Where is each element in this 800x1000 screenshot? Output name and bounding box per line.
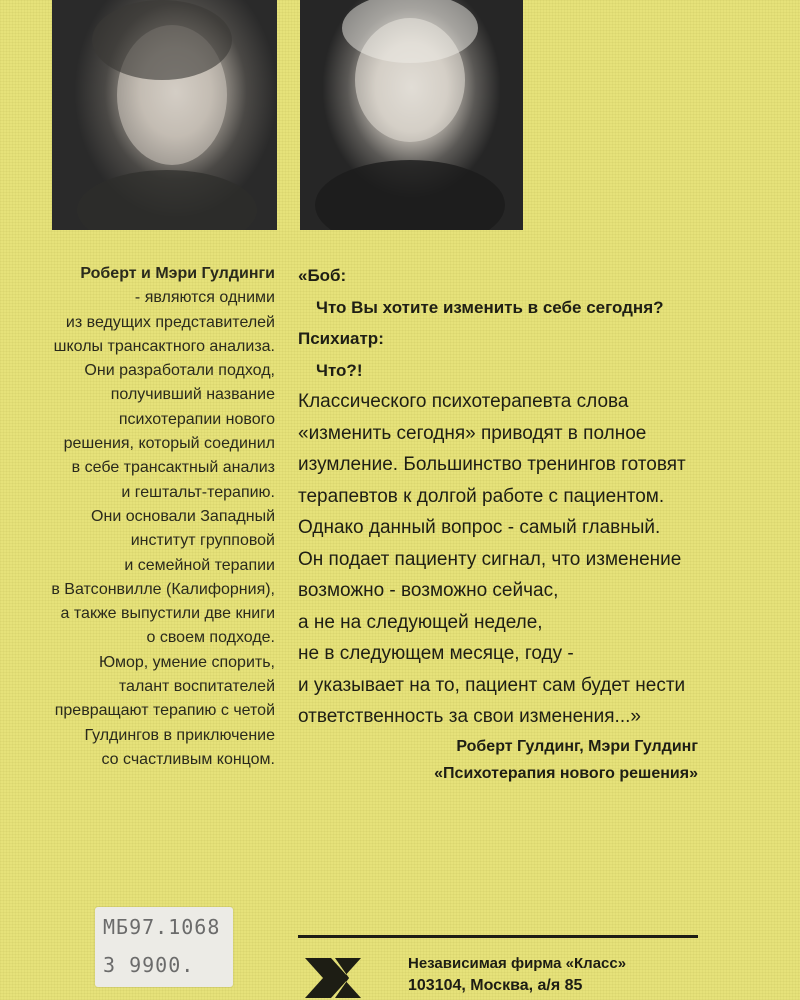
quote-body-line: и указывает на то, пациент сам будет нести [298, 674, 686, 696]
bio-line: психотерапии нового [118, 410, 275, 428]
publisher-info [408, 953, 626, 997]
stamp-line-2: 3 9900. [103, 953, 195, 977]
publisher-logo-icon [305, 950, 367, 1000]
quote-body-line: Однако данный вопрос - самый главный. [298, 517, 661, 538]
bio-line: в себе трансактный анализ [71, 459, 275, 477]
quote-authors: Роберт Гулдинг, Мэри Гулдинг [456, 737, 698, 755]
bio-line: превращают терапию с четой [54, 702, 275, 720]
quote-body-line: не в следующем месяце, году - [298, 643, 574, 664]
library-stamp [95, 907, 233, 987]
bio-line: талант воспитателей [118, 678, 275, 696]
quote-body-line: а не на следующей неделе, [298, 611, 543, 633]
quote-body-line: ответственность за свои изменения...» [298, 706, 641, 727]
publisher-divider [298, 935, 698, 938]
quote-body-line: Он подает пациенту сигнал, что изменение [298, 548, 682, 570]
bio-line: и гештальт-терапию. [121, 483, 275, 501]
bio-line: Они основали Западный [91, 507, 275, 525]
quote-line-answer: Что?! [316, 360, 363, 380]
bio-line: Гулдингов в приключение [84, 726, 275, 744]
quote-book-title: «Психотерапия нового решения» [434, 764, 698, 782]
bio-names: Роберт и Мэри Гулдинги [80, 265, 275, 282]
quote-speaker-bob: «Боб: [298, 266, 347, 285]
quote-block [298, 260, 778, 787]
bio-line: из ведущих представителей [65, 313, 275, 331]
quote-body-line: Классического психотерапевта слова [298, 391, 629, 412]
quote-body-line: изумление. Большинство тренингов готовят [298, 454, 686, 475]
photo-bob-goulding [300, 0, 523, 230]
bio-line: Они разработали подход, [84, 362, 275, 380]
quote-body-line: возможно - возможно сейчас, [298, 580, 559, 601]
bio-line: а также выпустили две книги [60, 605, 275, 623]
bio-line: решения, который соединил [63, 435, 275, 453]
bio-line: институт групповой [130, 532, 275, 550]
bio-line: Юмор, умение спорить, [98, 653, 275, 671]
quote-line-question: Что Вы хотите изменить в себе сегодня? [316, 297, 664, 317]
bio-line: о своем подходе. [146, 629, 275, 647]
bio-line: школы трансактного анализа. [53, 337, 275, 355]
bio-line: в Ватсонвилле (Калифорния), [51, 580, 275, 598]
stamp-line-1: МБ97.1068 [103, 915, 221, 939]
publisher-name: Независимая фирма «Класс» [408, 955, 627, 972]
author-bio [40, 262, 275, 772]
photo-mary-goulding [52, 0, 277, 230]
bio-line: и семейной терапии [124, 556, 275, 574]
bio-line: получивший название [110, 386, 275, 404]
bio-line: со счастливым концом. [101, 750, 275, 768]
quote-speaker-psychiatrist: Психиатр: [298, 329, 384, 348]
quote-body-line: терапевтов к долгой работе с пациентом. [298, 485, 665, 507]
quote-body-line: «изменить сегодня» приводят в полное [298, 422, 647, 444]
bio-line: - являются одними [134, 289, 275, 307]
publisher-address: 103104, Москва, а/я 85 [408, 977, 583, 994]
